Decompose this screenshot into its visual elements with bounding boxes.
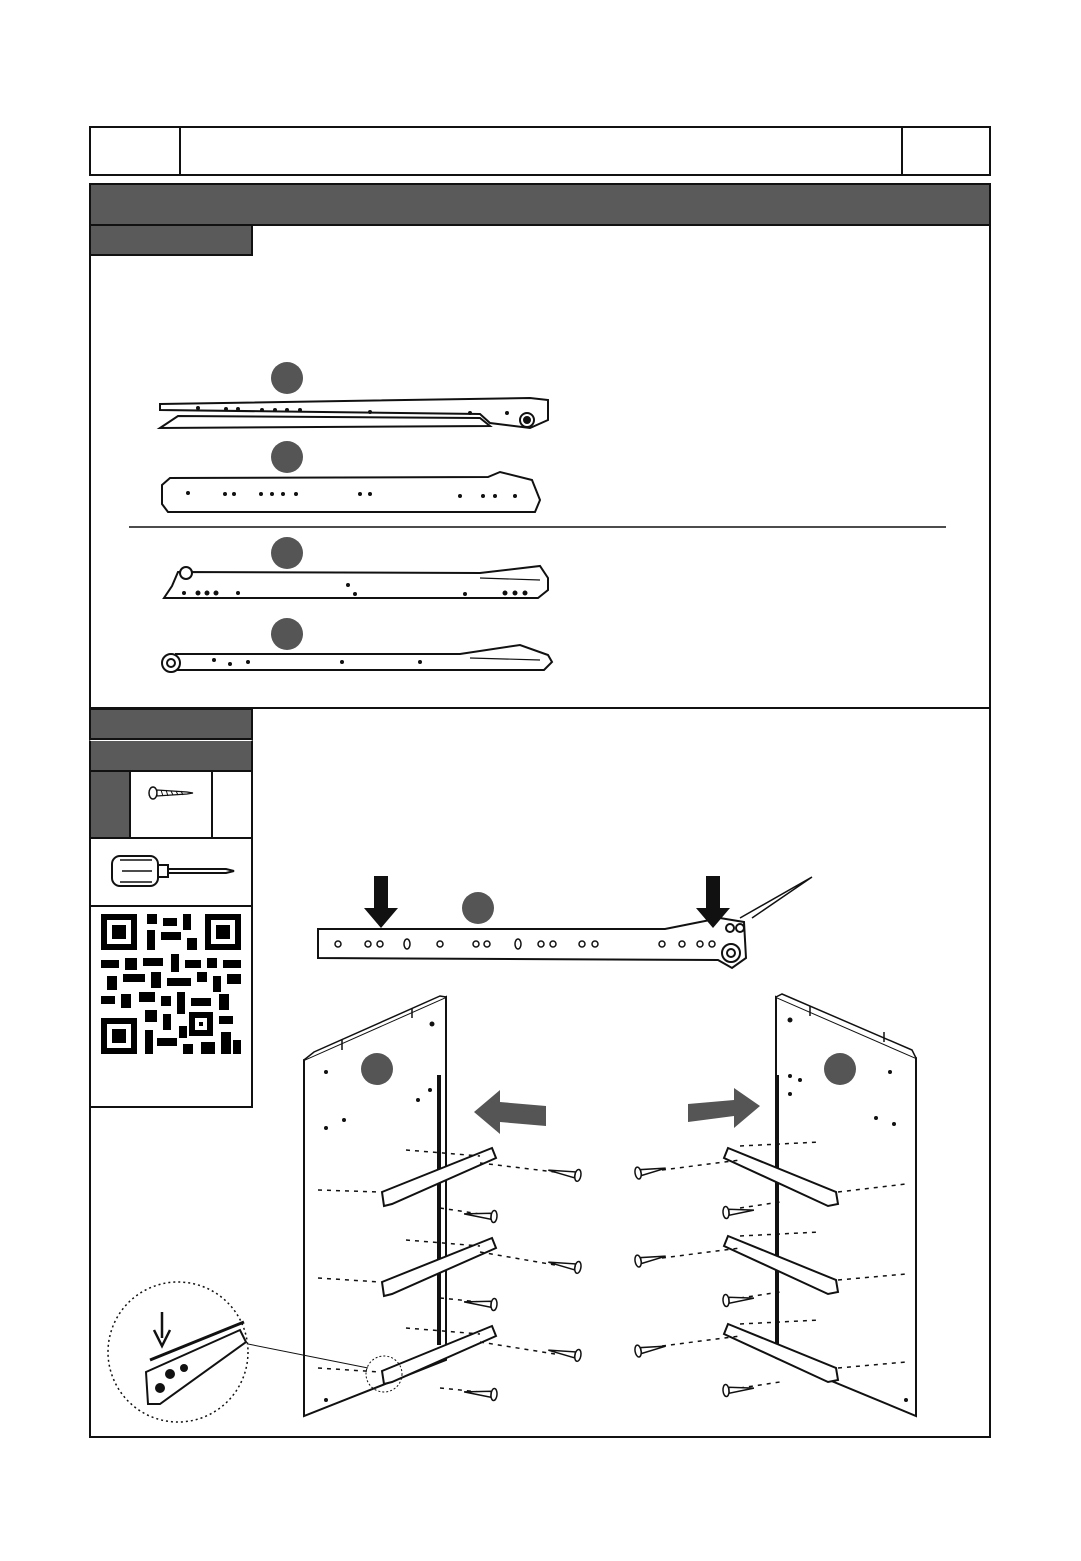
part-badge-4 [271, 618, 303, 650]
pointer-lines [740, 877, 812, 918]
part-badge-2 [271, 441, 303, 473]
rail-upper-right [164, 566, 548, 598]
part-badge-6 [361, 1053, 393, 1085]
part-badge-3 [271, 537, 303, 569]
rail-upper-left [160, 398, 548, 428]
part-badge-5 [462, 892, 494, 924]
screws [464, 1162, 755, 1400]
part-badge-7 [824, 1053, 856, 1085]
rail-lower-right [162, 645, 552, 672]
part-badge-1 [271, 362, 303, 394]
rail-lower-left [162, 472, 540, 512]
down-arrow-left [364, 876, 398, 928]
arrow-left [474, 1090, 546, 1134]
arrow-right [688, 1088, 760, 1128]
